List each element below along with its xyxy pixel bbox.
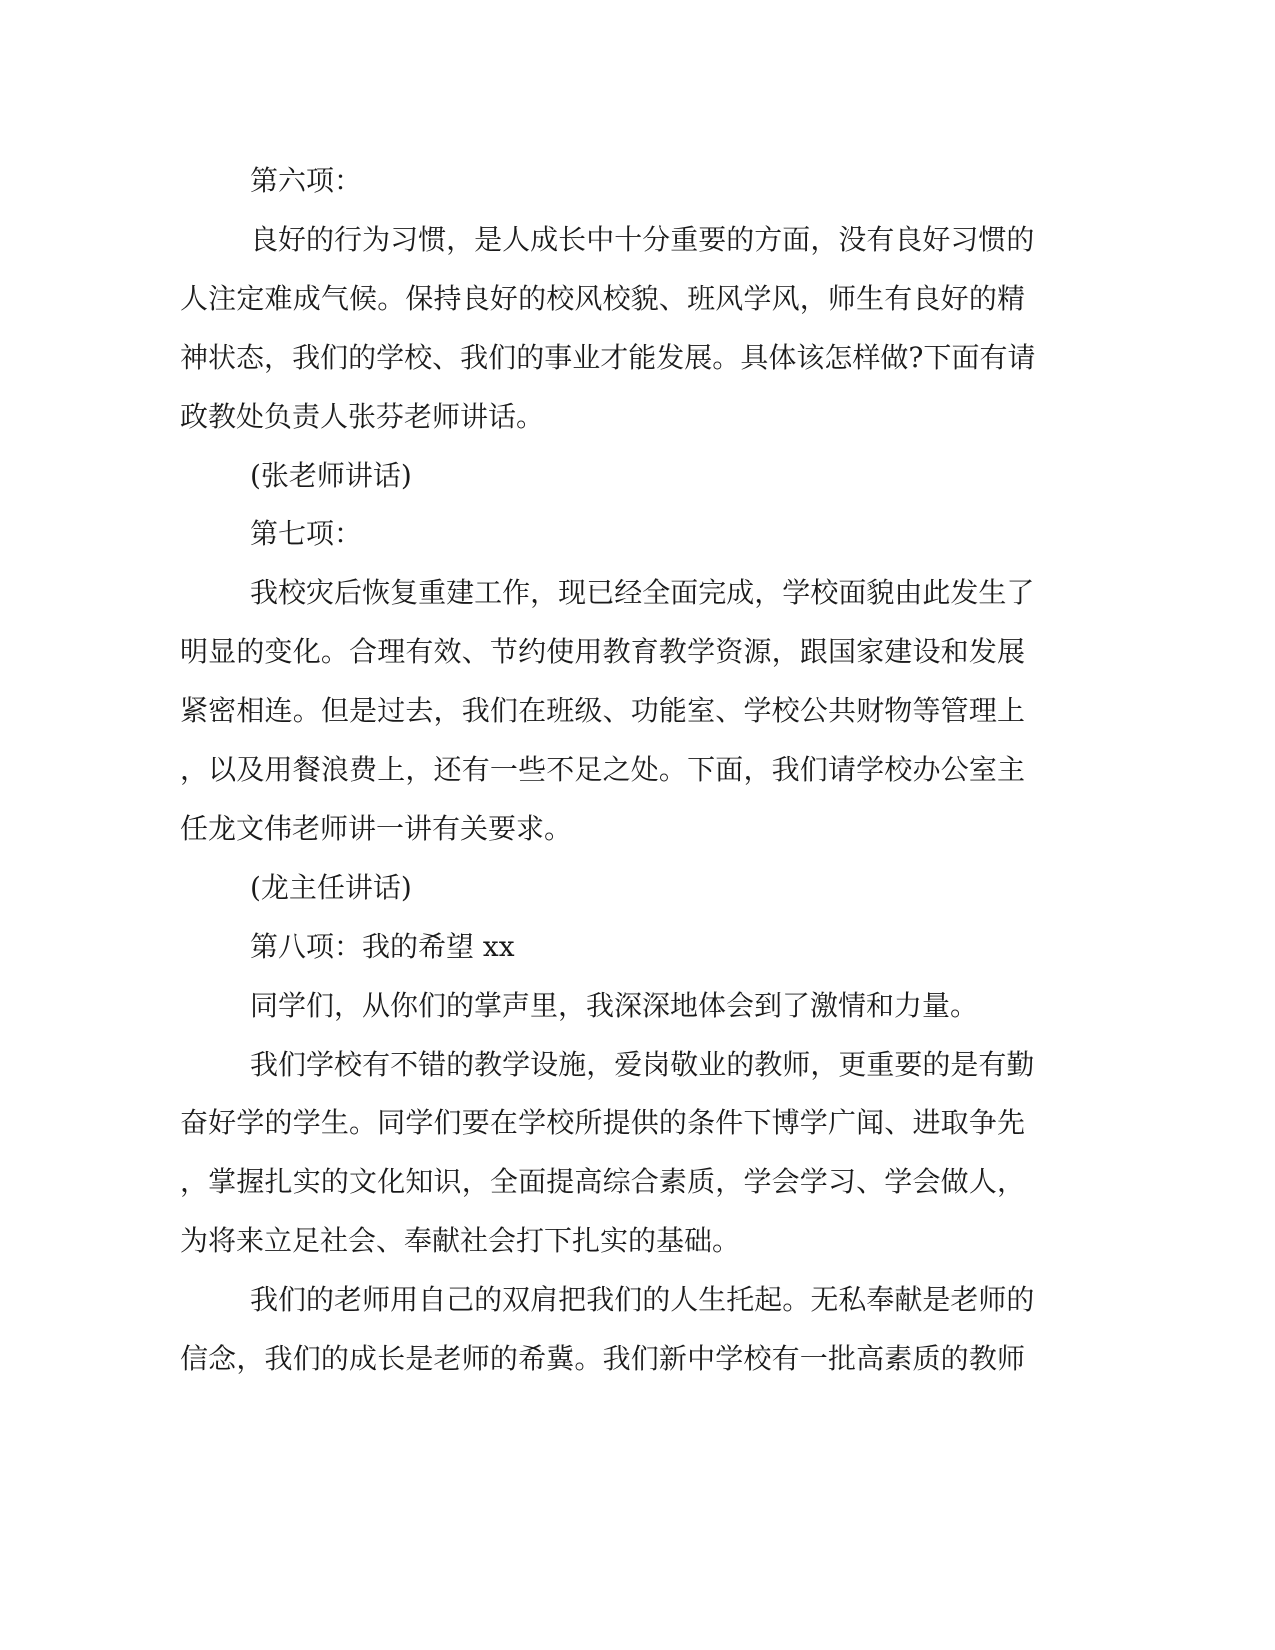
text-line: 第八项：我的希望 xx bbox=[250, 929, 515, 963]
text-line: (龙主任讲话) bbox=[250, 870, 412, 904]
text-line: ， 掌 握 扎 实 的 文 化 知 识 ， 全 面 提 高 综 合 素 质 ， 学 会 学 习 、 学 会 做 人 ， bbox=[180, 1165, 1025, 1199]
text-line: 信 念 ， 我 们 的 成 长 是 老 师 的 希 冀 。 我 们 新 中 学 校 有 一 批 高 素 质 的 教 师 bbox=[180, 1342, 1025, 1375]
text-line: 神 状 态 ， 我 们 的 学 校 、 我 们 的 事 业 才 能 发 展 。 具 体 该 怎 样 做 ? 下 面 有 请 bbox=[180, 340, 1036, 374]
text-line: 为将来立足社会、奉献社会打下扎实的基础。 bbox=[180, 1224, 741, 1258]
text-line: (张老师讲话) bbox=[250, 458, 412, 492]
text-line: 良 好 的 行 为 习 惯 ， 是 人 成 长 中 十 分 重 要 的 方 面 ， 没 有 良 好 习 惯 的 bbox=[250, 222, 1035, 256]
text-line: 第六项： bbox=[250, 164, 363, 197]
text-line: 紧 密 相 连 。 但 是 过 去 ， 我 们 在 班 级 、 功 能 室 、 学 校 公 共 财 物 等 管 理 上 bbox=[180, 694, 1025, 728]
text-line: ， 以 及 用 餐 浪 费 上 ， 还 有 一 些 不 足 之 处 。 下 面 ， 我 们 请 学 校 办 公 室 主 bbox=[180, 753, 1025, 786]
text-line: 政教处负责人张芬老师讲话。 bbox=[180, 399, 545, 433]
text-line: 同学们，从你们的掌声里，我深深地体会到了激情和力量。 bbox=[250, 988, 979, 1022]
text-line: 第七项： bbox=[250, 517, 363, 551]
text-line: 明 显 的 变 化 。 合 理 有 效 、 节 约 使 用 教 育 教 学 资 源 ， 跟 国 家 建 设 和 发 展 bbox=[180, 635, 1025, 669]
text-line: 我 们 的 老 师 用 自 己 的 双 肩 把 我 们 的 人 生 托 起 。 无 私 奉 献 是 老 师 的 bbox=[250, 1283, 1035, 1317]
text-line: 我 校 灾 后 恢 复 重 建 工 作 ， 现 已 经 全 面 完 成 ， 学 校 面 貌 由 此 发 生 了 bbox=[250, 576, 1035, 610]
text-line: 人 注 定 难 成 气 候 。 保 持 良 好 的 校 风 校 貌 、 班 风 学 风 ， 师 生 有 良 好 的 精 bbox=[180, 281, 1025, 315]
text-line: 我 们 学 校 有 不 错 的 教 学 设 施 ， 爱 岗 敬 业 的 教 师 ， 更 重 要 的 是 有 勤 bbox=[250, 1047, 1035, 1081]
text-line: 奋 好 学 的 学 生 。 同 学 们 要 在 学 校 所 提 供 的 条 件 下 博 学 广 闻 、 进 取 争 先 bbox=[180, 1106, 1025, 1140]
text-line: 任龙文伟老师讲一讲有关要求。 bbox=[180, 811, 573, 845]
